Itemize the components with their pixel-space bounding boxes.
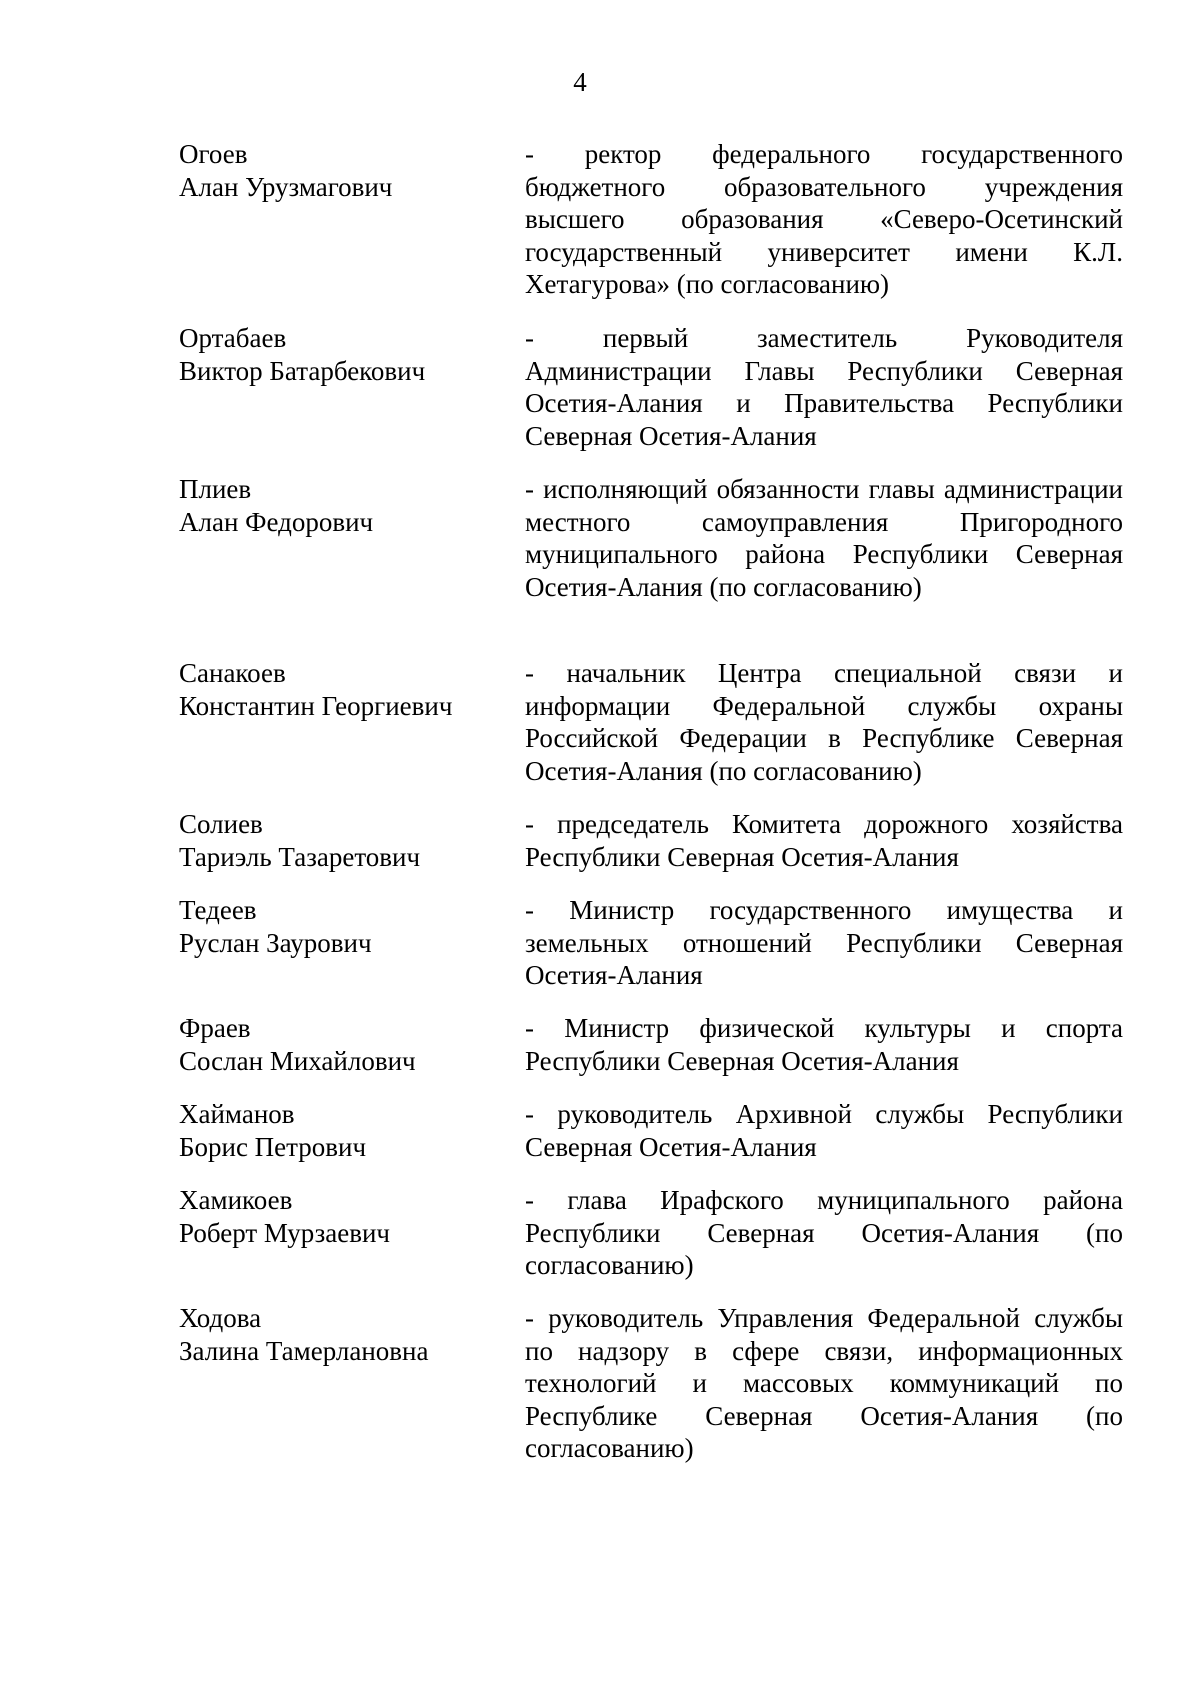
member-name: [179, 1012, 499, 1077]
member-given-names: Сослан Михайлович: [179, 1045, 416, 1076]
member-position: - Министр государственного имущества и земельных отношений Республики Северная Осетия-Алания: [525, 895, 1123, 990]
member-given-names: Виктор Батарбекович: [179, 355, 426, 386]
member-position: - Министр физической культуры и спорта Республики Северная Осетия-Алания: [525, 1013, 1123, 1076]
member-position: - руководитель Архивной службы Республики Северная Осетия-Алания: [525, 1099, 1123, 1162]
member-surname: Ходова: [179, 1303, 262, 1333]
member-given-names: Залина Тамерлановна: [179, 1335, 429, 1366]
member-name: [179, 322, 499, 387]
member-position: - исполняющий обязанности главы администрации местного самоуправления Пригородного муниципального района Республики Северная Осетия-Алания (по согласованию): [525, 474, 1123, 602]
member-name: [179, 1098, 499, 1163]
member-name: [179, 1302, 499, 1367]
member-given-names: Алан Федорович: [179, 506, 374, 537]
member-surname: Санакоев: [179, 658, 286, 688]
member-surname: Хайманов: [179, 1099, 295, 1129]
member-surname: Хамикоев: [179, 1185, 293, 1215]
member-given-names: Алан Урузмагович: [179, 171, 393, 202]
member-given-names: Руслан Заурович: [179, 927, 372, 958]
member-position: - председатель Комитета дорожного хозяйства Республики Северная Осетия-Алания: [525, 809, 1123, 872]
member-name: [179, 138, 499, 203]
member-position: - начальник Центра специальной связи и информации Федеральной службы охраны Российской Федерации в Республике Северная Осетия-Алания (по согласованию): [525, 658, 1123, 786]
member-position: - ректор федерального государственного бюджетного образовательного учреждения высшего образования «Северо-Осетинский государственный университет имени К.Л. Хетагурова» (по согласованию): [525, 139, 1123, 299]
member-surname: Плиев: [179, 474, 252, 504]
member-name: [179, 657, 499, 722]
member-name: [179, 473, 499, 538]
member-surname: Ортабаев: [179, 323, 287, 353]
member-name: [179, 1184, 499, 1249]
page-number: 4: [573, 67, 587, 97]
member-given-names: Борис Петрович: [179, 1131, 367, 1162]
member-name: [179, 808, 499, 873]
member-surname: Тедеев: [179, 895, 257, 925]
member-name: [179, 894, 499, 959]
member-given-names: Роберт Мурзаевич: [179, 1217, 390, 1248]
member-position: - руководитель Управления Федеральной службы по надзору в сфере связи, информационных технологий и массовых коммуникаций по Республике Северная Осетия-Алания (по согласованию): [525, 1303, 1123, 1463]
member-surname: Огоев: [179, 139, 248, 169]
member-surname: Солиев: [179, 809, 263, 839]
member-surname: Фраев: [179, 1013, 251, 1043]
member-position: - глава Ирафского муниципального района Республики Северная Осетия-Алания (по согласованию): [525, 1185, 1123, 1280]
member-given-names: Константин Георгиевич: [179, 690, 453, 721]
member-position: - первый заместитель Руководителя Администрации Главы Республики Северная Осетия-Алания и Правительства Республики Северная Осетия-Алания: [525, 323, 1123, 451]
member-given-names: Тариэль Тазаретович: [179, 841, 421, 872]
